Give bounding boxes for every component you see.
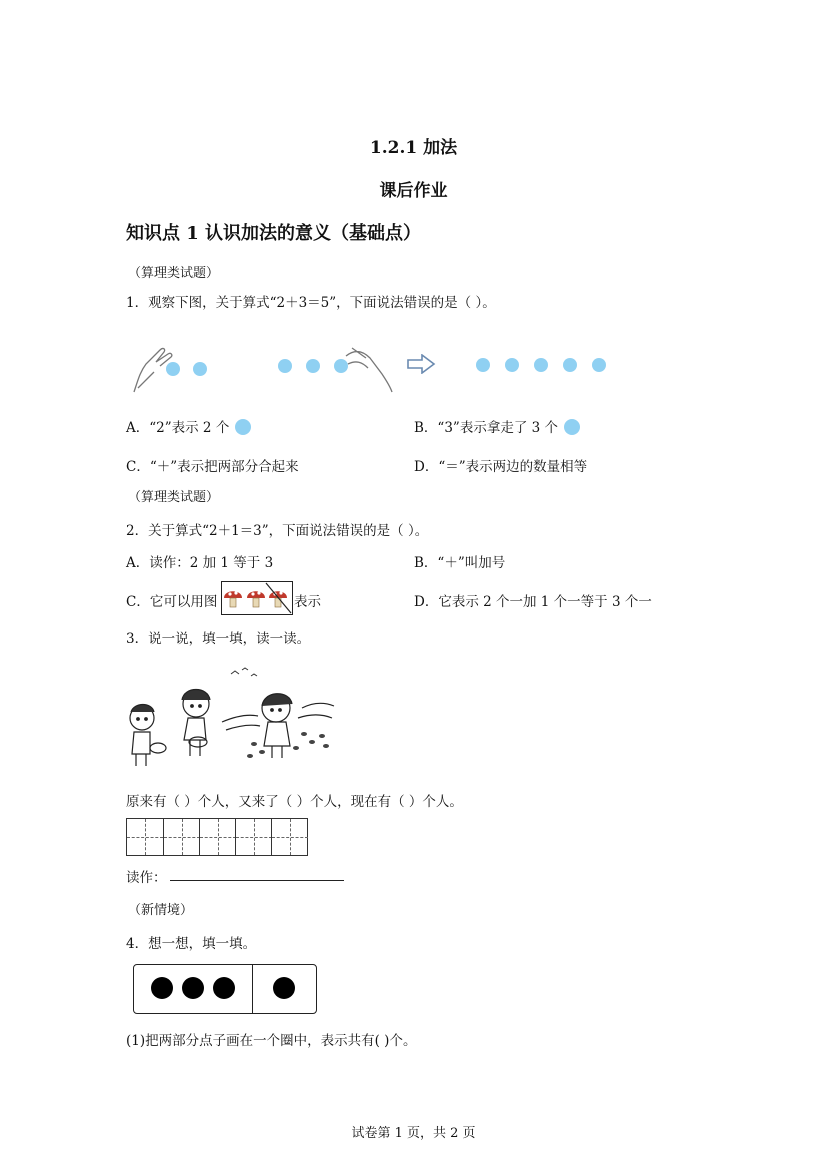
- q2-option-c-suffix: 表示: [294, 594, 321, 610]
- q1-dot: [166, 362, 180, 376]
- q4-stem: 4．想一想，填一填。: [126, 936, 257, 952]
- black-dot: [273, 977, 295, 999]
- children-illustration: [126, 662, 340, 772]
- q3-read-answer-line[interactable]: [170, 880, 344, 881]
- blue-dot-icon: [235, 419, 251, 435]
- blue-dot-icon: [564, 419, 580, 435]
- q1-dot: [193, 362, 207, 376]
- writing-grid[interactable]: [126, 818, 308, 856]
- q1-tag: （算理类试题）: [128, 266, 220, 281]
- black-dot: [213, 977, 235, 999]
- writing-grid-cell[interactable]: [235, 819, 272, 855]
- page-footer: 试卷第 1 页，共 2 页: [351, 1126, 476, 1141]
- q2-option-b[interactable]: B．“＋”叫加号: [414, 555, 506, 571]
- page-subtitle: 课后作业: [379, 181, 448, 201]
- q2-option-a[interactable]: A．读作：2 加 1 等于 3: [126, 555, 274, 571]
- q1-option-b-text: B．“3”表示拿走了 3 个: [414, 420, 558, 436]
- black-dot: [182, 977, 204, 999]
- hollow-right-arrow-icon: [406, 354, 436, 374]
- page-title: 1.2.1 加法: [369, 138, 458, 158]
- hand-right-icon: [342, 344, 394, 396]
- q3-read-label: 读作：: [126, 870, 167, 886]
- q4-sub1: (1)把两部分点子画在一个圈中，表示共有( )个。: [126, 1033, 417, 1049]
- q1-option-a-text: A．“2”表示 2 个: [126, 420, 230, 436]
- q1-option-a[interactable]: [126, 416, 251, 436]
- q1-stem: 1．观察下图，关于算式“2＋3＝5”，下面说法错误的是（ ）。: [126, 295, 496, 311]
- q1-illustration: [126, 340, 616, 395]
- q1-dot: [306, 359, 320, 373]
- q2-stem: 2．关于算式“2＋1＝3”，下面说法错误的是（ ）。: [126, 523, 429, 539]
- writing-grid-cell[interactable]: [271, 819, 308, 855]
- black-dot: [151, 977, 173, 999]
- q3-stem: 3．说一说，填一填，读一读。: [126, 631, 311, 647]
- writing-grid-cell[interactable]: [163, 819, 200, 855]
- q2-tag: （算理类试题）: [128, 490, 220, 505]
- q1-dot: [592, 358, 606, 372]
- writing-grid-cell[interactable]: [127, 819, 163, 855]
- q1-dot: [534, 358, 548, 372]
- q1-option-d[interactable]: D．“＝”表示两边的数量相等: [414, 459, 588, 475]
- writing-grid-cell[interactable]: [199, 819, 236, 855]
- q1-dot: [476, 358, 490, 372]
- q2-option-c[interactable]: [126, 590, 217, 610]
- q1-dot: [563, 358, 577, 372]
- q2-option-d[interactable]: D．它表示 2 个一加 1 个一等于 3 个一: [414, 594, 652, 610]
- q1-dot: [505, 358, 519, 372]
- q4-dot-box: [133, 964, 317, 1014]
- section-heading: 知识点 1 认识加法的意义（基础点）: [126, 223, 422, 244]
- q4-divider: [252, 965, 253, 1013]
- q1-dot: [278, 359, 292, 373]
- mushroom-picture: [221, 581, 293, 615]
- q3-fill-line: 原来有（ ）个人，又来了（ ）个人，现在有（ ）个人。: [126, 794, 463, 810]
- q1-option-c[interactable]: C．“＋”表示把两部分合起来: [126, 459, 299, 475]
- q2-option-c-prefix: C．它可以用图: [126, 594, 218, 610]
- q4-tag: （新情境）: [128, 903, 194, 918]
- q1-option-b[interactable]: [414, 416, 580, 436]
